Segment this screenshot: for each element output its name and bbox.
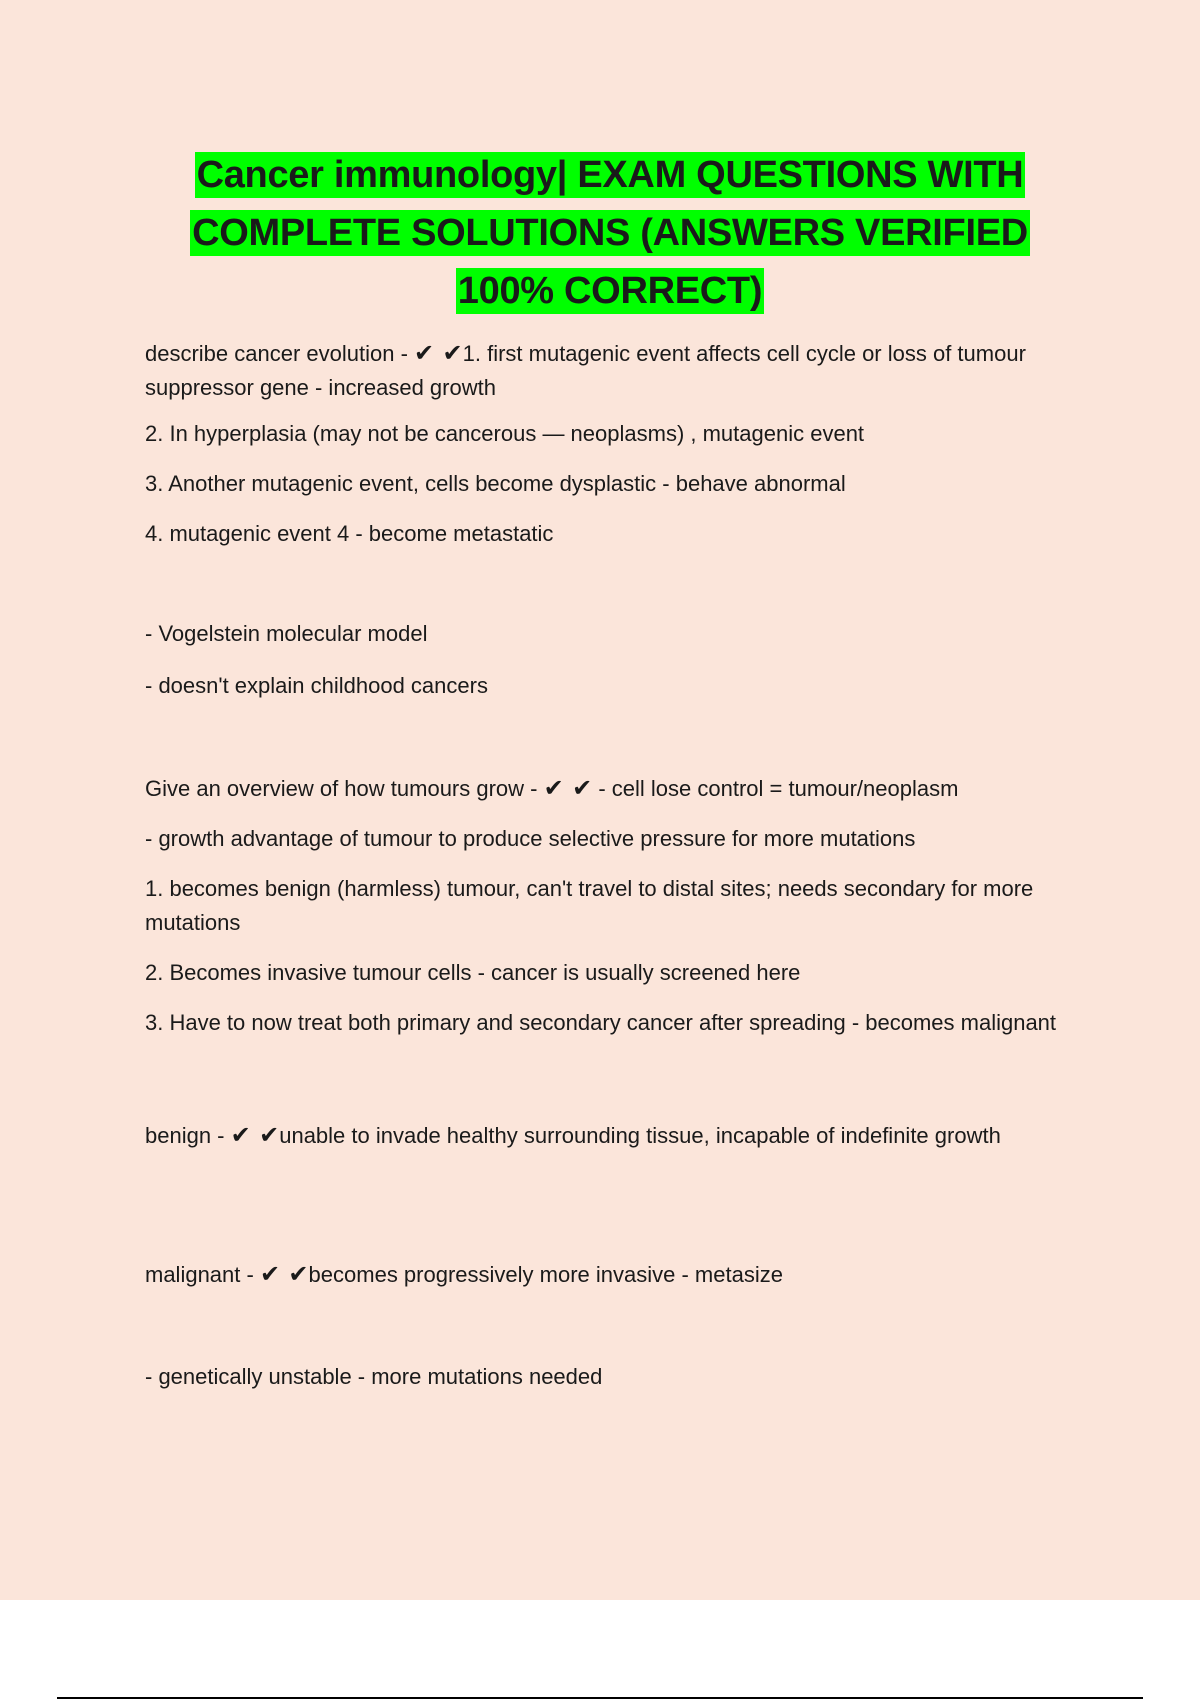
note-line: - Vogelstein molecular model <box>145 621 428 646</box>
qa-term: malignant - <box>145 1262 254 1287</box>
check-mark-icon: ✔ ✔ <box>230 1121 280 1149</box>
document-body <box>145 336 1080 1394</box>
qa-answer: 1. first mutagenic event affects cell cycle or loss of tumour suppressor gene - increased growth <box>145 341 1026 400</box>
qa-question <box>145 771 1080 806</box>
qa-term: describe cancer evolution - <box>145 341 408 366</box>
answer-line: 2. Becomes invasive tumour cells - cancer is usually screened here <box>145 960 801 985</box>
answer-line: - growth advantage of tumour to produce selective pressure for more mutations <box>145 826 916 851</box>
note-line: - doesn't explain childhood cancers <box>145 673 488 698</box>
qa-question <box>145 1257 1080 1292</box>
answer-line: 3. Have to now treat both primary and secondary cancer after spreading - becomes malignant <box>145 1010 1057 1035</box>
answer-line: 1. becomes benign (harmless) tumour, can't travel to distal sites; needs secondary for more mutations <box>145 876 1034 935</box>
qa-answer: becomes progressively more invasive - metasize <box>308 1262 783 1287</box>
check-mark-icon: ✔ ✔ <box>543 774 593 802</box>
qa-question <box>145 1118 1080 1153</box>
qa-term: Give an overview of how tumours grow - <box>145 776 538 801</box>
answer-line: 2. In hyperplasia (may not be cancerous — neoplasms) , mutagenic event <box>145 421 865 446</box>
check-mark-icon: ✔ ✔ <box>259 1260 309 1288</box>
qa-term: benign - <box>145 1123 225 1148</box>
qa-answer: - cell lose control = tumour/neoplasm <box>598 776 959 801</box>
qa-question <box>145 336 1080 405</box>
check-mark-icon: ✔ ✔ <box>414 339 463 367</box>
title-highlight: Cancer immunology| EXAM QUESTIONS WITH COMPLETE SOLUTIONS (ANSWERS VERIFIED 100% CORRECT) <box>192 154 1028 312</box>
answer-line: 4. mutagenic event 4 - become metastatic <box>145 521 554 546</box>
qa-answer: unable to invade healthy surrounding tissue, incapable of indefinite growth <box>279 1123 1001 1148</box>
answer-line: 3. Another mutagenic event, cells become dysplastic - behave abnormal <box>145 471 846 496</box>
page-divider <box>57 1697 1143 1699</box>
document-title <box>140 146 1080 320</box>
note-line: - genetically unstable - more mutations needed <box>145 1364 603 1389</box>
